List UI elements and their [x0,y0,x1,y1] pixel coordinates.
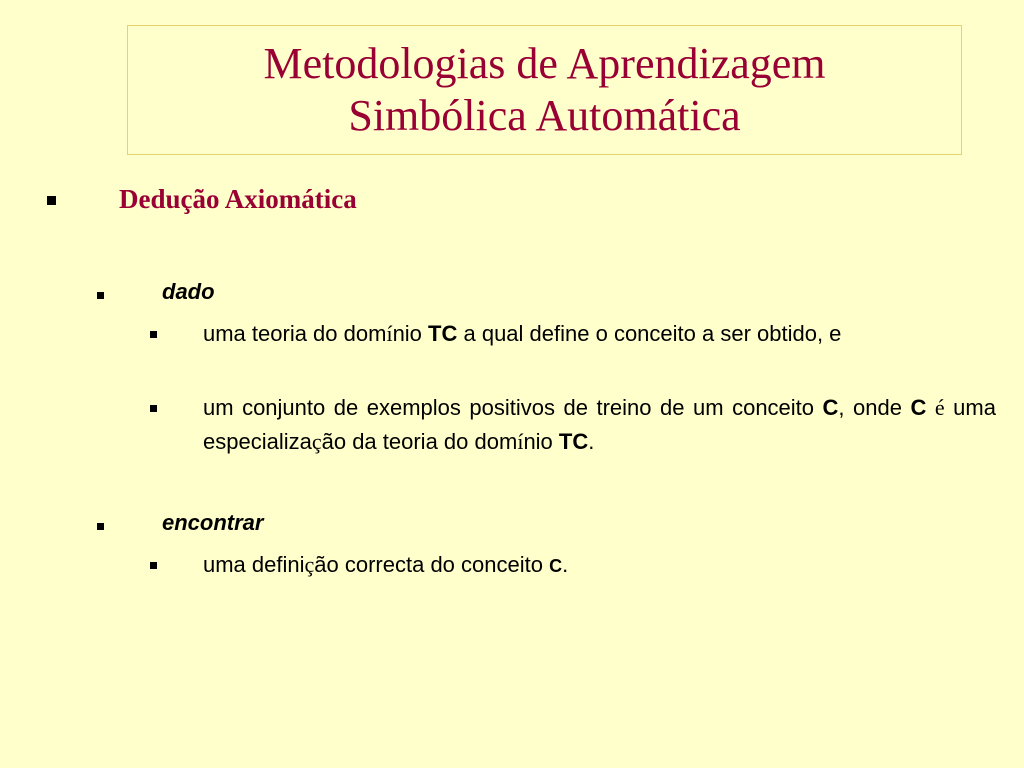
bullet-square-icon [97,523,104,530]
slide-title-box [127,25,962,155]
section-heading: Dedução Axiomática [119,184,357,214]
slide-title-line-2: Simbólica Automática [348,91,741,140]
bullet-square-icon [150,405,157,412]
find-item-definition: uma definição correcta do conceito C. [203,552,569,577]
given-item-theory: uma teoria do domínio TC a qual define o conceito a ser obtido, e [203,321,842,346]
given-item-examples: um conjunto de exemplos positivos de treino de um conceito C, onde C é uma especialização da teoria do domínio TC. [203,395,996,454]
find-label: encontrar [162,510,264,535]
bullet-square-icon [97,292,104,299]
slide-title-line-1: Metodologias de Aprendizagem [263,39,826,88]
bullet-square-icon [47,196,56,205]
bullet-square-icon [150,331,157,338]
given-label: dado [162,279,215,304]
bullet-square-icon [150,562,157,569]
